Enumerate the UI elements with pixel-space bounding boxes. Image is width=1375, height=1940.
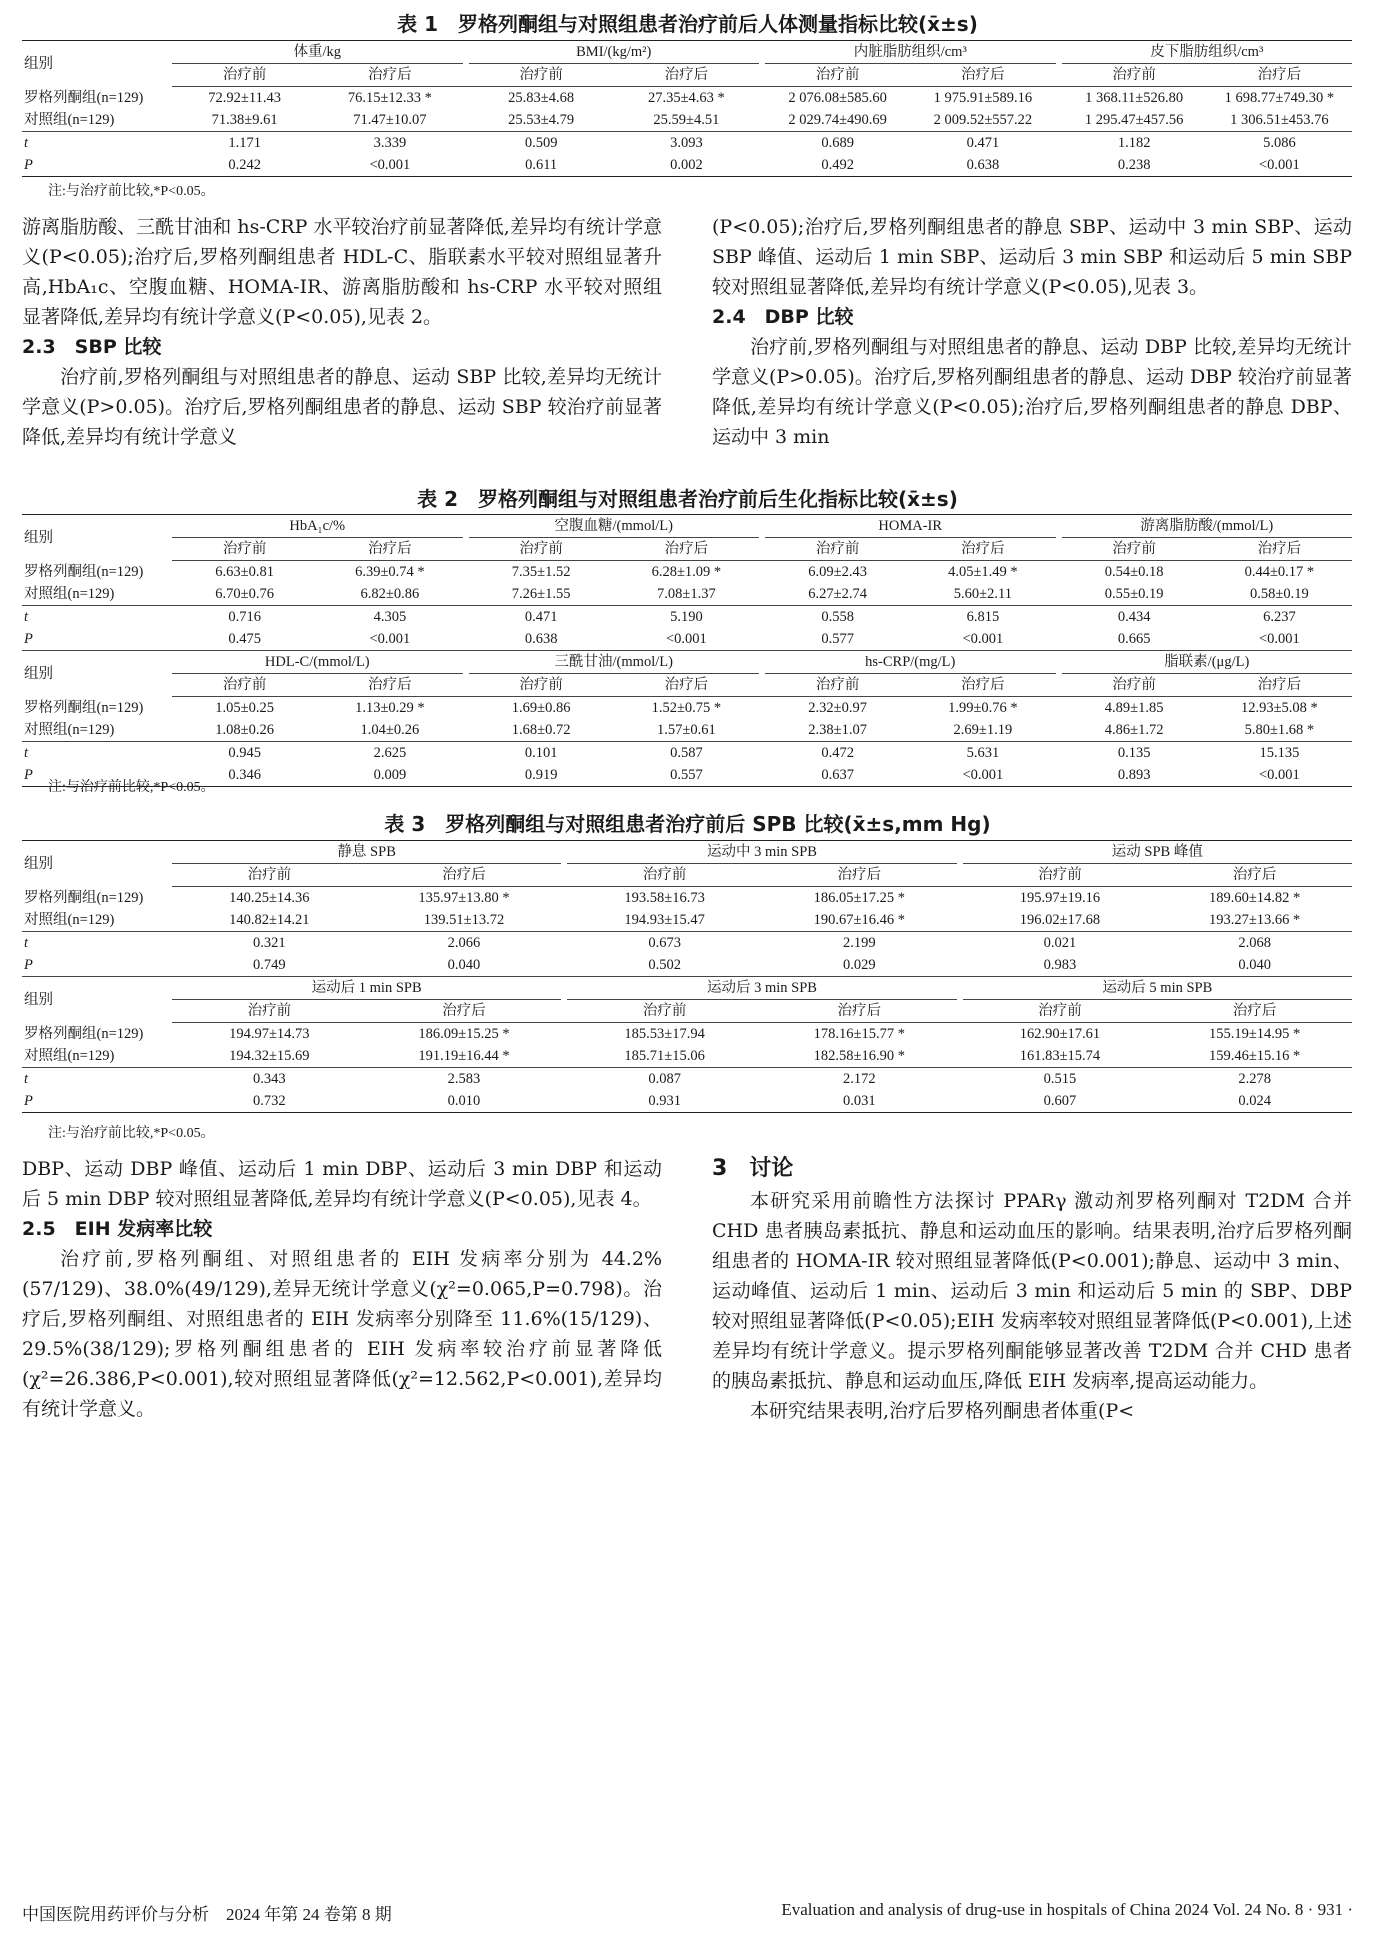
group-fasting-glucose: 空腹血糖/(mmol/L) bbox=[469, 515, 760, 538]
group-post-5min-spb: 运动后 5 min SPB bbox=[963, 977, 1352, 1000]
table-row: P 0.475 <0.001 0.638 <0.001 0.577 <0.001 0.665 <0.001 bbox=[24, 631, 1300, 647]
table3: 组别 静息 SPB 运动中 3 min SPB 运动 SPB 峰值 治疗前 治疗后 治疗前 治疗后 治疗前 治疗后 罗格列酮组(n=129) 140.25±14.36 135.97±13.80 * 193.58±16.73 186.05±17.25 * 195.97±19.16 189.60±14.82 * 对照组(n=129) 140.82±14.21 139.51±13.72 194.93±15.47 190.67±16.46 * 196.02±17.68 193.27±13.66 * t 0.321 2.066 0.673 2.199 0.021 2.068 P 0.749 0.040 0.502 0.029 0.983 0.040 组别 运动后 1 min SPB 运动后 3 min SPB 运动后 5 min SPB 治疗前 治疗后 治疗前 治疗后 治疗前 治疗后 罗格列酮组(n=129) 194.97±14.73 186.09±15.25 * 185.53±17.94 178.16±15.77 * 162.90±17.61 155.19±14.95 * 对照组(n=129) 194.32±15.69 191.19±16.44 * 185.71±15.06 182.58±16.90 * 161.83±15.74 159.46±15.16 * t 0.343 2.583 0.087 2.172 0.515 2.278 P 0.732 0.010 0.931 0.031 0.607 0.024 bbox=[22, 840, 1352, 1113]
table-row: t 0.716 4.305 0.471 5.190 0.558 6.815 0.434 6.237 bbox=[22, 606, 1352, 629]
group-header: 组别 bbox=[22, 651, 172, 697]
table-row: 罗格列酮组(n=129) 194.97±14.73 186.09±15.25 * 185.53±17.94 178.16±15.77 * 162.90±17.61 155.19±14.95 * bbox=[24, 1025, 1301, 1042]
paragraph: 治疗前,罗格列酮组与对照组患者的静息、运动 SBP 比较,差异均无统计学意义(P>0.05)。治疗后,罗格列酮组患者的静息、运动 SBP 较治疗前显著降低,差异均有统计学意义 bbox=[22, 366, 662, 448]
section-heading-2-4: 2.4 DBP 比较 bbox=[712, 306, 854, 328]
group-ffa: 游离脂肪酸/(mmol/L) bbox=[1062, 515, 1353, 538]
paragraph: 治疗前,罗格列酮组、对照组患者的 EIH 发病率分别为 44.2%(57/129)、38.0%(49/129),差异无统计学意义(χ²=0.065,P=0.798)。治疗后,罗格列酮组、对照组患者的 EIH 发病率分别降至 11.6%(15/129)、29.5%(38/129);罗格列酮组患者的 EIH 发病率较治疗前显著降低(χ²=26.386,P<0.001),较对照组显著降低(χ²=12.562,P<0.001),差异均有统计学意义。 bbox=[22, 1248, 662, 1420]
group-subcutaneous-fat: 皮下脂肪组织/cm³ bbox=[1062, 41, 1353, 64]
table1-note: 注:与治疗前比较,*P<0.05。 bbox=[48, 184, 215, 199]
group-hdl-c: HDL-C/(mmol/L) bbox=[172, 651, 463, 674]
section-heading-2-5: 2.5 EIH 发病率比较 bbox=[22, 1218, 213, 1240]
table-row: P 0.242 <0.001 0.611 0.002 0.492 0.638 0.238 <0.001 bbox=[22, 154, 1352, 177]
sub-header: 治疗后 bbox=[614, 64, 759, 87]
table-row: 罗格列酮组(n=129) 6.63±0.81 6.39±0.74 * 7.35±1.52 6.28±1.09 * 6.09±2.43 4.05±1.49 * 0.54±0.18 0.44±0.17 * bbox=[24, 563, 1315, 580]
paragraph: 本研究采用前瞻性方法探讨 PPARγ 激动剂罗格列酮对 T2DM 合并 CHD 患者胰岛素抵抗、静息和运动血压的影响。结果表明,治疗后罗格列酮组患者的 HOMA-IR 较对照组显著降低(P<0.001);静息、运动中 3 min、运动峰值、运动后 1 min、运动后 3 min 和运动后 5 min 的 SBP、DBP 较对照组显著降低(P<0.05);EIH 发病率较对照组显著降低(P<0.001),上述差异均有统计学意义。提示罗格列酮能够显著改善 T2DM 合并 CHD 患者的胰岛素抵抗、静息和运动血压,降低 EIH 发病率,提高运动能力。 bbox=[712, 1190, 1352, 1392]
table-row: 罗格列酮组(n=129) 140.25±14.36 135.97±13.80 * 193.58±16.73 186.05±17.25 * 195.97±19.16 189.60±14.82 * bbox=[24, 889, 1301, 906]
table-row: P 0.346 0.009 0.919 0.557 0.637 <0.001 0.893 <0.001 bbox=[22, 764, 1352, 787]
table2: 组别 HbA₁c/% 空腹血糖/(mmol/L) HOMA-IR 游离脂肪酸/(mmol/L) 治疗前 治疗后 治疗前 治疗后 治疗前 治疗后 治疗前 治疗后 罗格列酮组(n=129) 6.63±0.81 6.39±0.74 * 7.35±1.52 6.28±1.09 * 6.09±2.43 4.05±1.49 * 0.54±0.18 0.44±0.17 * 对照组(n=129) 6.70±0.76 6.82±0.86 7.26±1.55 7.08±1.37 6.27±2.74 5.60±2.11 0.55±0.19 0.58±0.19 t 0.716 4.305 0.471 5.190 0.558 6.815 0.434 6.237 P 0.475 <0.001 0.638 <0.001 0.577 <0.001 0.665 <0.001 组别 HDL-C/(mmol/L) 三酰甘油/(mmol/L) hs-CRP/(mg/L) 脂联素/(μg/L) 治疗前 治疗后 治疗前 治疗后 治疗前 治疗后 治疗前 治疗后 罗格列酮组(n=129) 1.05±0.25 1.13±0.29 * 1.69±0.86 1.52±0.75 * 2.32±0.97 1.99±0.76 * 4.89±1.85 12.93±5.08 * 对照组(n=129) 1.08±0.26 1.04±0.26 1.68±0.72 1.57±0.61 2.38±1.07 2.69±1.19 4.86±1.72 5.80±1.68 * t 0.945 2.625 0.101 0.587 0.472 5.631 0.135 15.135 P 0.346 0.009 0.919 0.557 0.637 <0.001 0.893 <0.001 bbox=[22, 514, 1352, 787]
sub-header: 治疗前 bbox=[765, 64, 910, 87]
group-adiponectin: 脂联素/(μg/L) bbox=[1062, 651, 1353, 674]
table3-note: 注:与治疗前比较,*P<0.05。 bbox=[48, 1126, 215, 1141]
group-hs-crp: hs-CRP/(mg/L) bbox=[765, 651, 1056, 674]
group-homa-ir: HOMA-IR bbox=[765, 515, 1056, 538]
paragraph: DBP、运动 DBP 峰值、运动后 1 min DBP、运动后 3 min DBP 和运动后 5 min DBP 较对照组显著降低,差异均有统计学意义(P<0.05),见表 4。 bbox=[22, 1158, 662, 1210]
group-post-1min-spb: 运动后 1 min SPB bbox=[172, 977, 561, 1000]
paragraph: 本研究结果表明,治疗后罗格列酮患者体重(P< bbox=[750, 1400, 1135, 1422]
group-header: 组别 bbox=[22, 841, 172, 887]
table-row: 对照组(n=129) 140.82±14.21 139.51±13.72 194.93±15.47 190.67±16.46 * 196.02±17.68 193.27±13.66 * bbox=[24, 912, 1301, 928]
group-weight: 体重/kg bbox=[172, 41, 463, 64]
table-row: t 0.321 2.066 0.673 2.199 0.021 2.068 bbox=[22, 932, 1352, 955]
sub-header: 治疗前 bbox=[1062, 64, 1207, 87]
paragraph: 游离脂肪酸、三酰甘油和 hs-CRP 水平较治疗前显著降低,差异均有统计学意义(P<0.05);治疗后,罗格列酮组患者 HDL-C、脂联素水平较对照组显著升高,HbA₁c、空腹血糖、HOMA-IR、游离脂肪酸和 hs-CRP 水平较对照组显著降低,差异均有统计学意义(P<0.05),见表 2。 bbox=[22, 216, 662, 328]
group-peak-spb: 运动 SPB 峰值 bbox=[963, 841, 1352, 864]
table-row: t 1.171 3.339 0.509 3.093 0.689 0.471 1.182 5.086 bbox=[22, 132, 1352, 155]
group-header: 组别 bbox=[22, 41, 172, 87]
sub-header: 治疗后 bbox=[910, 64, 1055, 87]
footer-journal-cn: 中国医院用药评价与分析 2024 年第 24 卷第 8 期 bbox=[22, 1905, 392, 1924]
sub-header: 治疗后 bbox=[317, 64, 462, 87]
table-row: 对照组(n=129) 6.70±0.76 6.82±0.86 7.26±1.55 7.08±1.37 6.27±2.74 5.60±2.11 0.55±0.19 0.58±0.19 bbox=[24, 586, 1309, 602]
table3-caption: 表 3 罗格列酮组与对照组患者治疗前后 SPB 比较(x̄±s,mm Hg) bbox=[384, 812, 991, 836]
group-exercise-3min-spb: 运动中 3 min SPB bbox=[567, 841, 956, 864]
paragraph: (P<0.05);治疗后,罗格列酮组患者的静息 SBP、运动中 3 min SBP、运动 SBP 峰值、运动后 1 min SBP、运动后 3 min SBP 和运动后 5 min SBP 较对照组显著降低,差异均有统计学意义(P<0.05),见表 3。 bbox=[712, 216, 1352, 298]
table-row: 对照组(n=129) 71.38±9.61 71.47±10.07 25.53±4.79 25.59±4.51 2 029.74±490.69 2 009.52±557.22 1 295.47±457.56 1 306.51±453.76 bbox=[24, 112, 1329, 128]
group-header: 组别 bbox=[22, 515, 172, 561]
group-visceral-fat: 内脏脂肪组织/cm³ bbox=[765, 41, 1056, 64]
group-bmi: BMI/(kg/m²) bbox=[469, 41, 760, 64]
table-row: P 0.732 0.010 0.931 0.031 0.607 0.024 bbox=[22, 1090, 1352, 1113]
table1-caption: 表 1 罗格列酮组与对照组患者治疗前后人体测量指标比较(x̄±s) bbox=[397, 12, 978, 36]
left-column-2 bbox=[22, 1154, 662, 1424]
right-column-2 bbox=[712, 1152, 1352, 1426]
table-row: t 0.945 2.625 0.101 0.587 0.472 5.631 0.135 15.135 bbox=[22, 742, 1352, 765]
group-triglyceride: 三酰甘油/(mmol/L) bbox=[469, 651, 760, 674]
footer-journal-en: Evaluation and analysis of drug-use in hospitals of China 2024 Vol. 24 No. 8 · 931 · bbox=[781, 1900, 1353, 1919]
section-heading-3: 3 讨论 bbox=[712, 1156, 794, 1181]
table-row: 罗格列酮组(n=129) 1.05±0.25 1.13±0.29 * 1.69±0.86 1.52±0.75 * 2.32±0.97 1.99±0.76 * 4.89±1.85 12.93±5.08 * bbox=[24, 699, 1318, 716]
sub-header: 治疗后 bbox=[1207, 64, 1352, 87]
group-post-3min-spb: 运动后 3 min SPB bbox=[567, 977, 956, 1000]
group-header: 组别 bbox=[22, 977, 172, 1023]
right-column-1 bbox=[712, 212, 1352, 452]
paragraph: 治疗前,罗格列酮组与对照组患者的静息、运动 DBP 比较,差异均无统计学意义(P>0.05)。治疗后,罗格列酮组患者的静息、运动 DBP 较治疗前显著降低,差异均有统计学意义(P<0.05);治疗后,罗格列酮组患者的静息 DBP、运动中 3 min bbox=[712, 336, 1352, 448]
table2-caption: 表 2 罗格列酮组与对照组患者治疗前后生化指标比较(x̄±s) bbox=[417, 487, 958, 511]
sub-header: 治疗前 bbox=[172, 64, 317, 87]
table-row: 罗格列酮组(n=129) 72.92±11.43 76.15±12.33 * 25.83±4.68 27.35±4.63 * 2 076.08±585.60 1 975.91±589.16 1 368.11±526.80 1 698.77±749.30 * bbox=[24, 89, 1335, 106]
table-row: t 0.343 2.583 0.087 2.172 0.515 2.278 bbox=[22, 1068, 1352, 1091]
table-row: P 0.749 0.040 0.502 0.029 0.983 0.040 bbox=[24, 957, 1271, 973]
left-column-1 bbox=[22, 212, 662, 452]
group-rest-spb: 静息 SPB bbox=[172, 841, 561, 864]
group-hba1c: HbA₁c/% bbox=[172, 515, 463, 538]
table-row: 对照组(n=129) 194.32±15.69 191.19±16.44 * 185.71±15.06 182.58±16.90 * 161.83±15.74 159.46±15.16 * bbox=[24, 1048, 1301, 1064]
section-heading-2-3: 2.3 SBP 比较 bbox=[22, 336, 162, 358]
table1 bbox=[22, 40, 1352, 177]
table2-note: 注:与治疗前比较,*P<0.05。 bbox=[48, 780, 215, 795]
sub-header: 治疗前 bbox=[469, 64, 614, 87]
table-row: 对照组(n=129) 1.08±0.26 1.04±0.26 1.68±0.72 1.57±0.61 2.38±1.07 2.69±1.19 4.86±1.72 5.80±1.68 * bbox=[24, 722, 1315, 738]
